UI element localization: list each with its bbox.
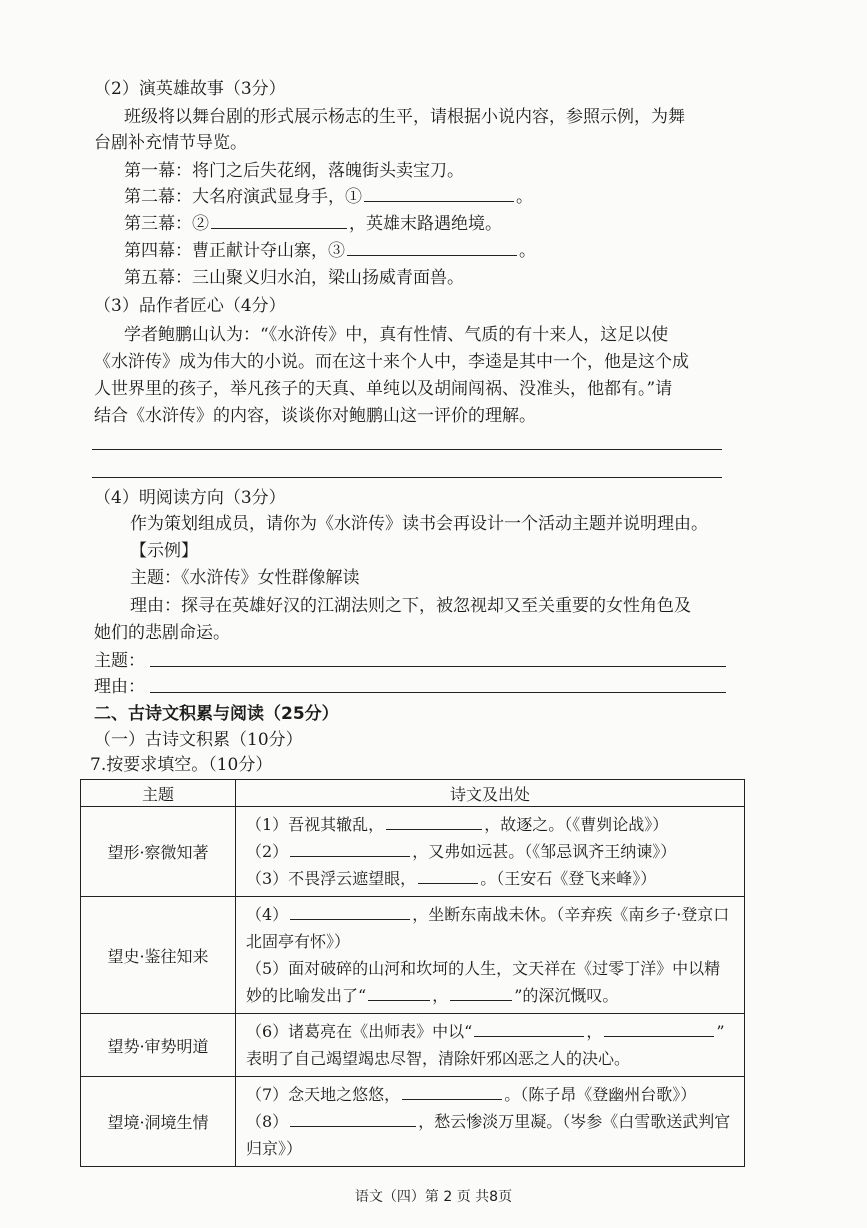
section-2-intro-line2: 台剧补充情节导览。 [94,133,247,153]
act-3-end: ，英雄末路遇绝境。 [349,214,502,234]
part-2-heading: 二、古诗文积累与阅读（25分） [94,704,339,724]
blank-line-2[interactable] [290,842,410,857]
question-7: 7.按要求填空。（10分） [90,755,273,775]
section-3-heading: （3）品作者匠心（4分） [94,296,286,316]
blank-line-5a[interactable] [368,986,430,1001]
table-row [81,1014,745,1077]
quote-line3: 人世界里的孩子，举凡孩子的天真、单纯以及胡闹闯祸、没准头，他都有。”请 [94,379,673,399]
part-2-subheading: （一）古诗文积累（10分） [94,730,303,750]
blank-2[interactable] [211,214,347,229]
header-poem: 诗文及出处 [236,780,745,807]
act-1: 第一幕：将门之后失花纲，落魄街头卖宝刀。 [124,161,464,181]
line-2-a: （2） [246,842,289,861]
poem-table [80,779,745,1167]
line-5-b: ， [432,986,449,1005]
line-6-a: （6）诸葛亮在《出师表》中以“ [246,1022,473,1041]
section-4-heading: （4）明阅读方向（3分） [94,488,286,508]
row-2-lines [236,897,745,1014]
example-topic: 主题：《水浒传》女性群像解读 [130,568,360,588]
line-3 [246,865,736,892]
row-4-topic: 望境·洞境生情 [81,1077,236,1167]
section-4-task: 作为策划组成员，请你为《水浒传》读书会再设计一个活动主题并说明理由。 [130,514,708,534]
example-reason-line2: 她们的悲剧命运。 [94,623,230,643]
act-3-text: 第三幕：② [124,214,209,234]
blank-1[interactable] [364,187,514,202]
line-4-b: ，坐断东南战未休。（辛弃疾《南乡子·登京口北固亭有怀》） [246,905,730,951]
line-1-b: ，故逐之。（《曹刿论战》） [484,815,669,834]
table-header-row [81,780,745,807]
blank-line-1[interactable] [386,815,482,830]
reason-answer-line[interactable] [150,692,726,693]
act-4-end: 。 [519,241,536,261]
section-2-intro-line1: 班级将以舞台剧的形式展示杨志的生平，请根据小说内容，参照示例，为舞 [124,107,685,127]
act-4-text: 第四幕：曹正献计夺山寨，③ [124,241,345,261]
row-2-topic: 望史·鉴往知来 [81,897,236,1014]
table-row [81,1077,745,1167]
quote-line1: 学者鲍鹏山认为：“《水浒传》中，真有性情、气质的有十来人，这足以使 [124,325,669,345]
line-4 [246,901,736,955]
line-8 [246,1108,736,1162]
line-1-a: （1）吾视其辙乱， [246,815,385,834]
section-2-heading: （2）演英雄故事（3分） [94,79,286,99]
row-4-lines [236,1077,745,1167]
line-3-b: 。（王安石《登飞来峰》） [480,869,657,888]
blank-line-5b[interactable] [450,986,512,1001]
page-footer: 语文（四）第 2 页 共8页 [354,1189,513,1205]
row-3-lines [236,1014,745,1077]
line-8-a: （8） [246,1112,289,1131]
answer-line-2[interactable] [92,477,722,478]
line-7-b: 。（陈子昂《登幽州台歌》） [504,1085,697,1104]
line-5-a: （5）面对破碎的山河和坎坷的人生，文天祥在《过零丁洋》中以精妙的比喻发出了“ [246,959,721,1005]
line-6-b: ， [586,1022,603,1041]
topic-answer-line[interactable] [150,666,726,667]
row-3-topic: 望势·审势明道 [81,1014,236,1077]
row-1-topic: 望形·察微知著 [81,807,236,897]
quote-line2: 《水浒传》成为伟大的小说。而在这十来个人中，李逵是其中一个，他是这个成 [94,352,689,372]
act-5: 第五幕：三山聚义归水泊，梁山扬威青面兽。 [124,268,464,288]
line-5 [246,955,736,1009]
line-7 [246,1081,736,1108]
blank-3[interactable] [347,241,517,256]
blank-line-6b[interactable] [604,1022,714,1037]
line-6 [246,1018,736,1045]
example-label: 【示例】 [130,541,198,561]
act-2 [124,186,533,208]
table-row [81,897,745,1014]
blank-line-8[interactable] [290,1112,416,1127]
header-topic: 主题 [81,780,236,807]
blank-line-7[interactable] [402,1085,502,1100]
act-3 [124,213,502,235]
table-row [81,807,745,897]
blank-line-4[interactable] [290,905,410,920]
blank-line-3[interactable] [418,869,478,884]
answer-line-1[interactable] [92,449,722,450]
line-4-a: （4） [246,905,289,924]
line-2 [246,838,736,865]
line-3-a: （3）不畏浮云遮望眼， [246,869,417,888]
line-6-c: ” [716,1022,725,1041]
line-6-cont: 表明了自己竭望竭忠尽智，清除奸邪凶恶之人的决心。 [246,1049,631,1068]
line-5-c: ”的深沉慨叹。 [514,986,619,1005]
act-2-end: 。 [516,187,533,207]
line-7-a: （7）念天地之悠悠， [246,1085,401,1104]
blank-line-6a[interactable] [474,1022,584,1037]
line-1 [246,811,736,838]
line-8-b: ，愁云惨淡万里凝。（岑参《白雪歌送武判官归京》） [246,1112,731,1158]
line-2-b: ，又弗如远甚。（《邹忌讽齐王纳谏》） [412,842,677,861]
act-2-text: 第二幕：大名府演武显身手，① [124,187,362,207]
quote-line4: 结合《水浒传》的内容，谈谈你对鲍鹏山这一评价的理解。 [94,406,536,426]
reason-label: 理由： [94,677,145,697]
row-1-lines [236,807,745,897]
act-4 [124,240,536,262]
example-reason-line1: 理由：探寻在英雄好汉的江湖法则之下，被忽视却又至关重要的女性角色及 [130,596,691,616]
topic-label: 主题： [94,651,145,671]
